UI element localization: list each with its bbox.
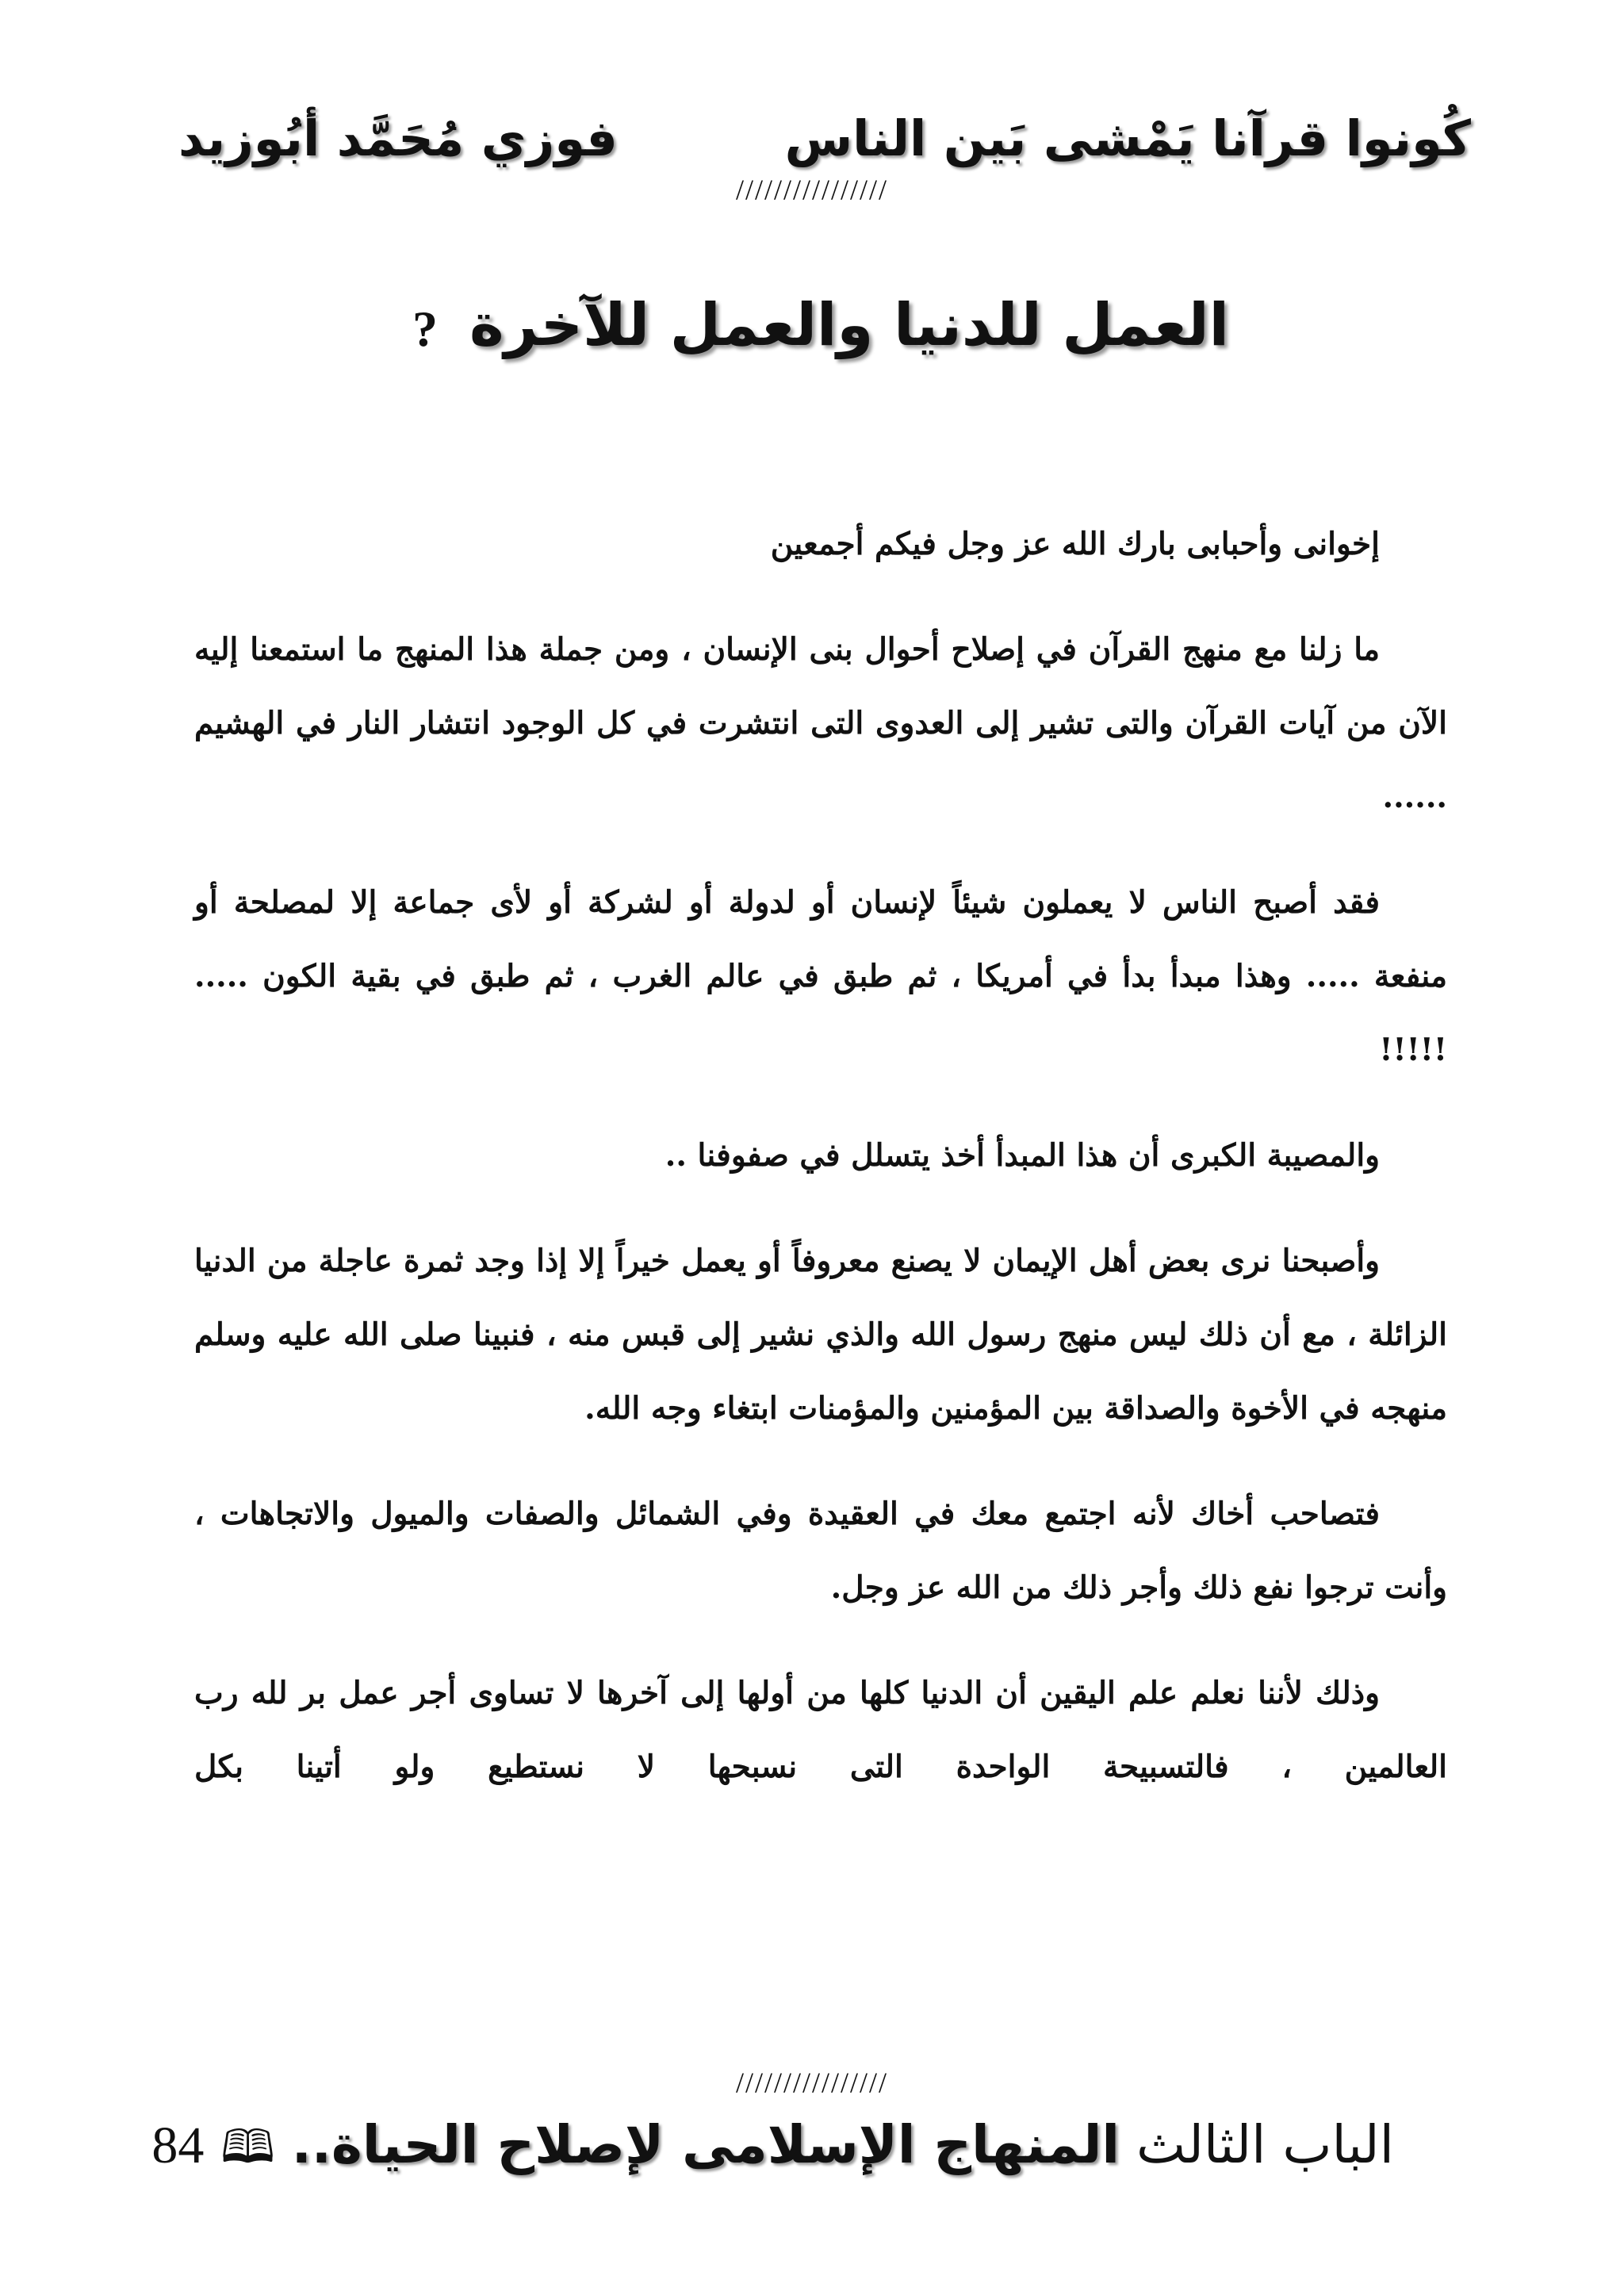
footer-divider: //////////////// [735, 2067, 889, 2098]
author-name: فوزي مُحَمَّد أبُوزيد [178, 109, 618, 167]
paragraph: ما زلنا مع منهج القرآن في إصلاح أحوال بنى الإنسان ، ومن جملة هذا المنهج ما استمعنا إليه الآن من آيات القرآن والتى تشير إلى العدوى التى انتشرت في كل الوجود انتشار النار في الهشيم ...... [194, 631, 1447, 815]
paragraph: فتصاحب أخاك لأنه اجتمع معك في العقيدة وفي الشمائل والصفات والميول والاتجاهات ، وأنت ترجوا نفع ذلك وأجر ذلك من الله عز وجل. [194, 1496, 1447, 1606]
paragraph-greeting: إخوانى وأحبابى بارك الله عز وجل فيكم أجمعين [770, 526, 1380, 562]
chapter-label: الباب الثالث [1136, 2114, 1394, 2175]
paragraph: وأصبحنا نرى بعض أهل الإيمان لا يصنع معروفاً أو يعمل خيراً إلا إذا وجد ثمرة عاجلة من الدنيا الزائلة ، مع أن ذلك ليس منهج رسول الله والذي نشير إلى قبس منه ، فنبينا صلى الله عليه وسلم منهجه في الأخوة والصداقة بين المؤمنين والمؤمنات ابتغاء وجه الله. [194, 1243, 1447, 1427]
header-divider: //////////////// [735, 174, 889, 205]
chapter-title: المنهاج الإسلامى لإصلاح الحياة.. [291, 2114, 1120, 2175]
paragraph: والمصيبة الكبرى أن هذا المبدأ أخذ يتسلل في صفوفنا .. [665, 1137, 1380, 1174]
page-header [178, 95, 1471, 182]
section-marker: ? [412, 301, 438, 357]
paragraph: وذلك لأننا نعلم علم اليقين أن الدنيا كلها من أولها إلى آخرها لا تساوى أجر عمل بر لله رب العالمين ، فالتسبيحة الواحدة التى نسبحها لا نستطيع ولو أتينا بكل [194, 1675, 1447, 1785]
page-footer [151, 2094, 1394, 2197]
book-title: كُونوا قرآنا يَمْشى بَين الناس [784, 109, 1471, 167]
paragraph: فقد أصبح الناس لا يعملون شيئاً لإنسان أو لدولة أو لشركة أو لأى جماعة إلا لمصلحة أو منفعة ..... وهذا مبدأ بدأ في أمريكا ، ثم طبق في عالم الغرب ، ثم طبق في بقية الكون ..... !!!!! [194, 884, 1447, 1068]
body-text [194, 508, 1447, 1836]
section-title: العمل للدنيا والعمل للآخرة [469, 291, 1229, 359]
section-heading [412, 274, 1229, 377]
book-icon: 🕮 [220, 2120, 275, 2174]
page-number: 84 [151, 2117, 205, 2174]
